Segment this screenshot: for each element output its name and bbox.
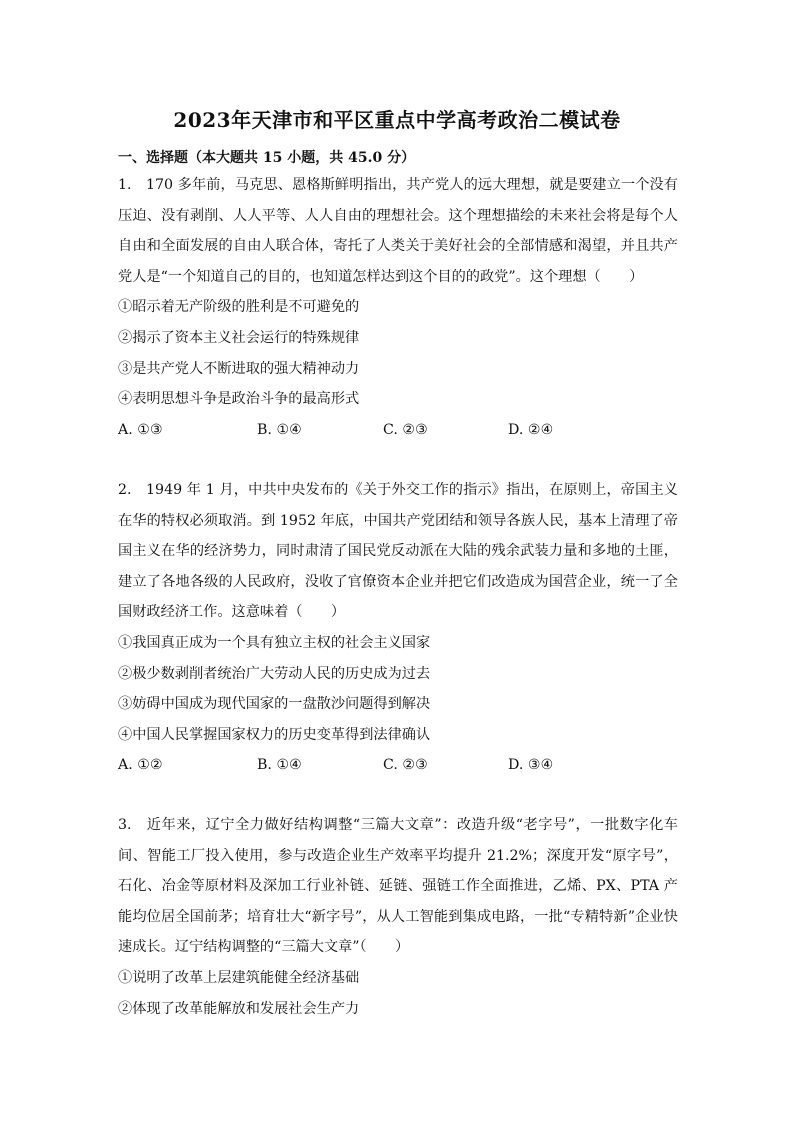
answer-choices: [118, 750, 678, 781]
question-option: ①昭示着无产阶级的胜利是不可避免的: [118, 299, 360, 316]
question-stem: 2. 1949 年 1 月，中共中央发布的《关于外交工作的指示》指出，在原则上，帝国主义在华的特权必须取消。到 1952 年底，中国共产党团结和领导各族人民，基本上清理了帝国主义在华的经济势力，同时肃清了国民党反动派在大陆的残余武装力量和多地的土匪，建立了各地各级的人民政府，没收了官僚资本企业并把它们改造成为国营企业，统一了全国财政经济工作。这意味着（ ）: [118, 482, 678, 621]
choice-c: C. ②③: [383, 421, 428, 438]
question-option: ③妨碍中国成为现代国家的一盘散沙问题得到解决: [118, 696, 431, 713]
question-2: [118, 475, 678, 781]
question-3: [118, 810, 678, 1024]
document-title: 2023年天津市和平区重点中学高考政治二模试卷: [173, 108, 621, 132]
question-option: ②揭示了资本主义社会运行的特殊规律: [118, 329, 360, 346]
choice-a: A. ①②: [118, 757, 163, 774]
question-1: [118, 170, 678, 445]
choice-b: B. ①④: [257, 421, 302, 438]
question-option: ①我国真正成为一个具有独立主权的社会主义国家: [118, 634, 431, 651]
choice-b: B. ①④: [257, 757, 302, 774]
choice-d: D. ③④: [508, 757, 554, 774]
question-option: ④表明思想斗争是政治斗争的最高形式: [118, 391, 360, 408]
question-option: ④中国人民掌握国家权力的历史变革得到法律确认: [118, 726, 431, 743]
question-option: ②极少数剥削者统治广大劳动人民的历史成为过去: [118, 665, 431, 682]
question-option: ①说明了改革上层建筑能健全经济基础: [118, 969, 360, 986]
question-option: ②体现了改革能解放和发展社会生产力: [118, 1000, 360, 1017]
answer-choices: [118, 415, 678, 446]
choice-d: D. ②④: [508, 421, 554, 438]
question-stem: 1. 170 多年前，马克思、恩格斯鲜明指出，共产党人的远大理想，就是要建立一个没有压迫、没有剥削、人人平等、人人自由的理想社会。这个理想描绘的未来社会将是每个人自由和全面发展的自由人联合体，寄托了人类关于美好社会的全部情感和渴望，并且共产党人是“一个知道自己的目的，也知道怎样达到这个目的的政党”。这个理想（ ）: [118, 177, 678, 285]
question-stem: 3. 近年来，辽宁全力做好结构调整“三篇大文章”：改造升级“老字号”，一批数字化车间、智能工厂投入使用，参与改造企业生产效率平均提升 21.2%；深度开发“原字号”，石化、冶金等原材料及深加工行业补链、延链、强链工作全面推进，乙烯、PX、PTA 产能均位居全国前茅；培育壮大“新字号”，从人工智能到集成电路，一批“专精特新”企业快速成长。辽宁结构调整的“三篇大文章”（ ）: [118, 817, 678, 956]
question-option: ③是共产党人不断进取的强大精神动力: [118, 360, 360, 377]
choice-a: A. ①③: [118, 421, 163, 438]
choice-c: C. ②③: [383, 757, 428, 774]
section-title: 一、选择题（本大题共 15 小题，共 45.0 分）: [118, 150, 416, 166]
